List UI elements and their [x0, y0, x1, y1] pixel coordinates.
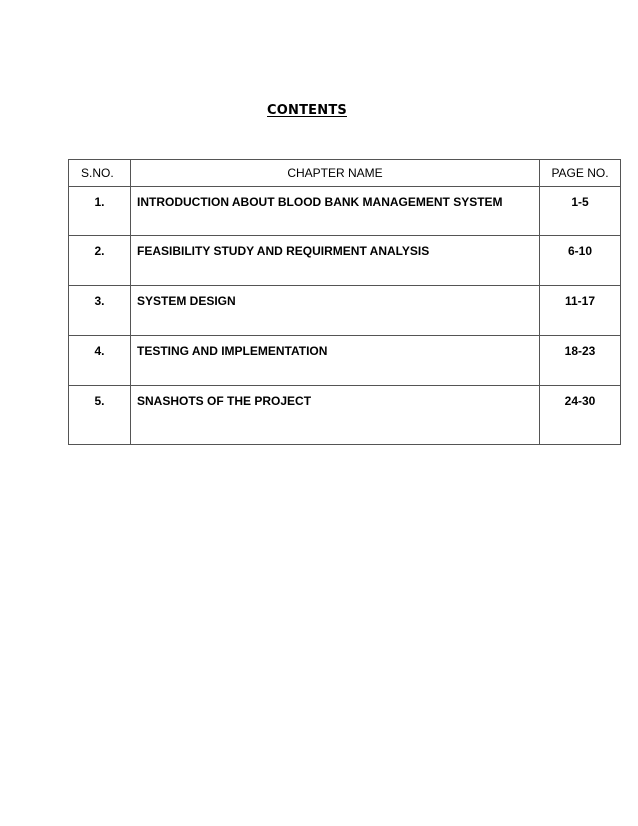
table-row	[69, 336, 621, 386]
row-chapter-name: SNASHOTS OF THE PROJECT	[131, 386, 540, 445]
table-row	[69, 236, 621, 286]
row-page-no: 18-23	[540, 336, 621, 386]
row-page-no: 11-17	[540, 286, 621, 336]
table-row	[69, 286, 621, 336]
table-header-row	[69, 160, 621, 187]
row-page-no: 1-5	[540, 187, 621, 236]
row-sno: 4.	[69, 336, 131, 386]
row-sno: 1.	[69, 187, 131, 236]
table-row	[69, 386, 621, 445]
row-sno: 3.	[69, 286, 131, 336]
row-chapter-name: INTRODUCTION ABOUT BLOOD BANK MANAGEMENT SYSTEM	[131, 187, 540, 236]
row-sno: 2.	[69, 236, 131, 286]
column-header-page-no: PAGE NO.	[540, 160, 621, 187]
row-chapter-name: SYSTEM DESIGN	[131, 286, 540, 336]
page-title: CONTENTS	[267, 103, 347, 118]
row-chapter-name: FEASIBILITY STUDY AND REQUIRMENT ANALYSIS	[131, 236, 540, 286]
table-row	[69, 187, 621, 236]
contents-table	[68, 159, 621, 445]
column-header-chapter-name: CHAPTER NAME	[131, 160, 540, 187]
row-sno: 5.	[69, 386, 131, 445]
row-page-no: 6-10	[540, 236, 621, 286]
row-chapter-name: TESTING AND IMPLEMENTATION	[131, 336, 540, 386]
row-page-no: 24-30	[540, 386, 621, 445]
column-header-sno: S.NO.	[69, 160, 131, 187]
